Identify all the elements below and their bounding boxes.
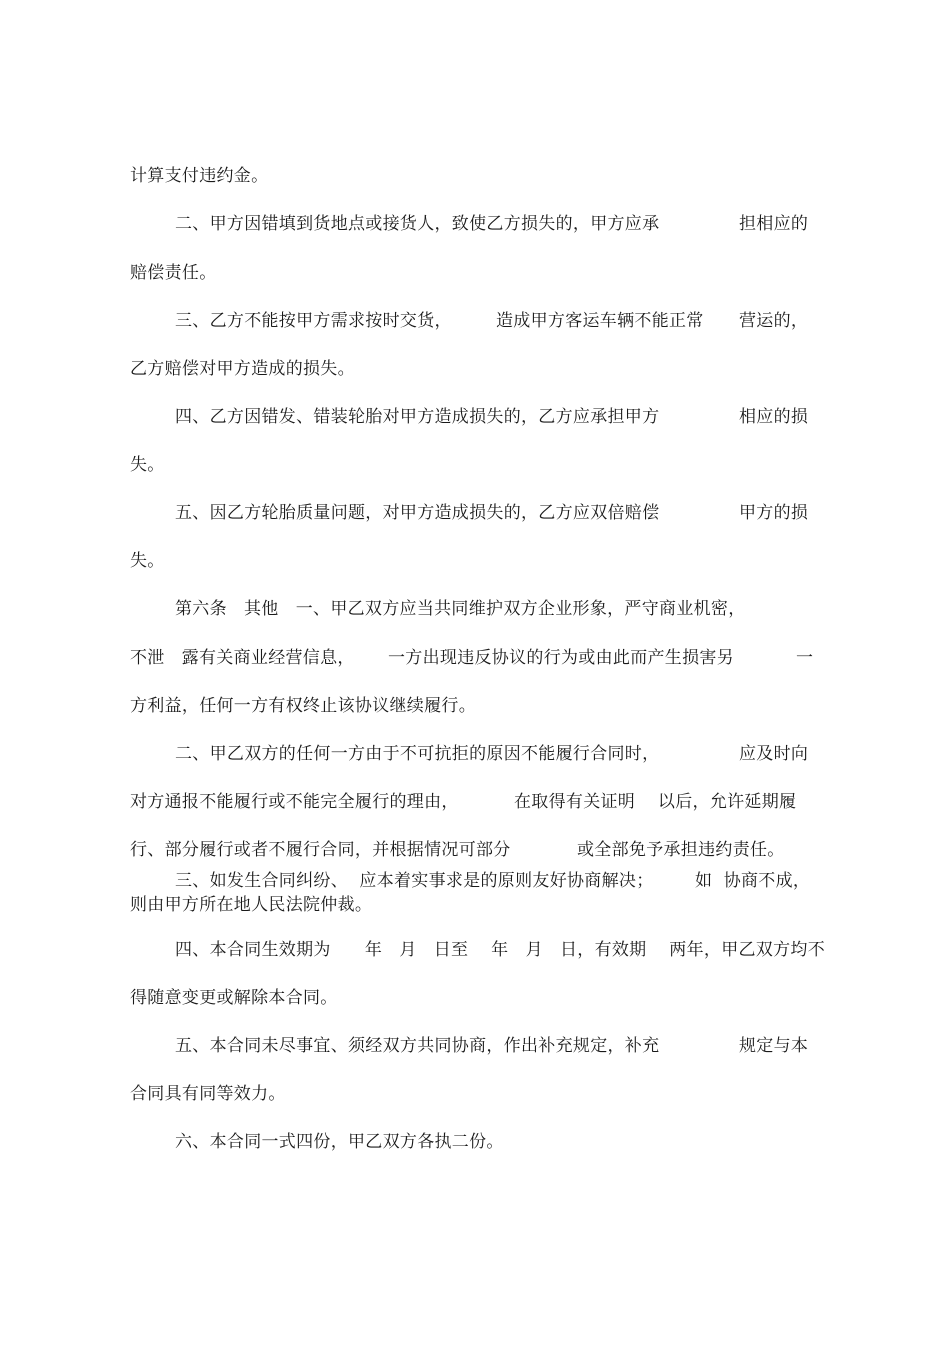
- text-segment: 乙方赔偿对甲方造成的损失。: [130, 359, 355, 379]
- text-segment: 六、本合同一式四份，甲乙双方各执二份。: [175, 1132, 504, 1152]
- text-segment: 担相应的: [739, 214, 809, 234]
- text-segment: 合同具有同等效力。: [130, 1084, 286, 1104]
- text-segment: 五、因乙方轮胎质量问题，对甲方造成损失的，乙方应双倍赔偿: [175, 503, 660, 523]
- text-segment: 四、本合同生效期为 年 月 日至 年 月 日，有效期 两年，甲乙双方均不: [175, 940, 825, 960]
- text-segment: 甲方的损: [739, 503, 809, 523]
- text-segment: 如 协商不成，: [695, 871, 811, 891]
- text-segment: 不泄 露有关商业经营信息，: [130, 648, 355, 668]
- text-segment: 二、甲乙双方的任何一方由于不可抗拒的原因不能履行合同时，: [175, 744, 660, 764]
- text-segment: 四、乙方因错发、错装轮胎对甲方造成损失的，乙方应承担甲方: [175, 407, 660, 427]
- text-segment: 三、如发生合同纠纷、 应本着实事求是的原则友好协商解决；: [175, 871, 654, 891]
- text-segment: 一: [796, 648, 814, 668]
- text-segment: 失。: [130, 551, 165, 571]
- text-segment: 在取得有关证明 以后，允许延期履: [514, 792, 797, 812]
- text-segment: 计算支付违约金。: [130, 166, 269, 186]
- text-segment: 五、本合同未尽事宜、须经双方共同协商，作出补充规定，补充: [175, 1036, 660, 1056]
- text-segment: 对方通报不能履行或不能完全履行的理由，: [130, 792, 459, 812]
- text-segment: 应及时向: [739, 744, 809, 764]
- text-segment: 行、部分履行或者不履行合同，并根据情况可部分: [130, 840, 511, 860]
- text-segment: 一方出现违反协议的行为或由此而产生损害另: [388, 648, 734, 668]
- text-segment: 失。: [130, 455, 165, 475]
- text-segment: 得随意变更或解除本合同。: [130, 988, 338, 1008]
- text-segment: 或全部免予承担违约责任。: [577, 840, 785, 860]
- text-line: [130, 1131, 504, 1197]
- text-segment: 方利益，任何一方有权终止该协议继续履行。: [130, 696, 476, 716]
- text-segment: 营运的，: [739, 311, 809, 331]
- text-segment: 第六条 其他 一、甲乙双方应当共同维护双方企业形象，严守商业机密，: [175, 599, 746, 619]
- text-segment: 造成甲方客运车辆不能正常: [496, 311, 704, 331]
- text-segment: 赔偿责任。: [130, 263, 217, 283]
- text-segment: 则由甲方所在地人民法院仲裁。: [130, 895, 373, 915]
- text-segment: 规定与本: [739, 1036, 809, 1056]
- text-segment: 二、甲方因错填到货地点或接货人，致使乙方损失的，甲方应承: [175, 214, 660, 234]
- text-segment: 三、乙方不能按甲方需求按时交货，: [175, 311, 452, 331]
- text-segment: 相应的损: [739, 407, 809, 427]
